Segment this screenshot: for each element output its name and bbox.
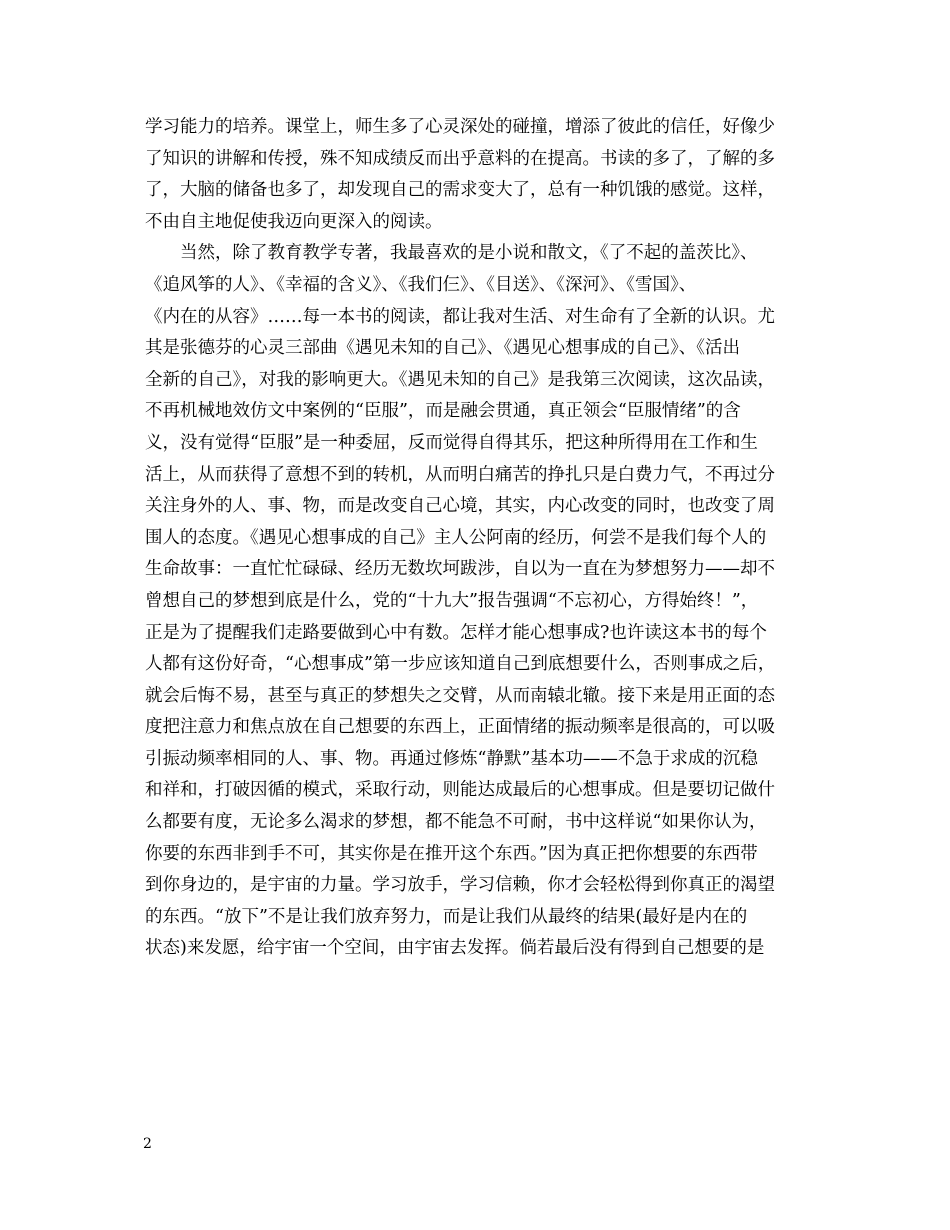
text-line: 围人的态度。《遇见心想事成的自己》主人公阿南的经历，何尝不是我们每个人的 [145,527,767,548]
text-line: 到你身边的，是宇宙的力量。学习放手，学习信赖，你才会轻松得到你真正的渴望 [145,875,775,896]
text-line: 就会后悔不易，甚至与真正的梦想失之交臂，从而南辕北辙。接下来是用正面的态 [145,685,775,706]
text-line: 关注身外的人、事、物，而是改变自己心境，其实，内心改变的同时，也改变了周 [145,496,775,517]
text-line: 《追风筝的人》、《幸福的含义》、《我们仨》、《目送》、《深河》、《雪国》、 [145,274,697,295]
text-line: 了知识的讲解和传授，殊不知成绩反而出乎意料的在提高。书读的多了，了解的多 [145,148,775,169]
text-line: 和祥和，打破因循的模式，采取行动，则能达成最后的心想事成。但是要切记做什 [145,780,775,801]
text-line: 你要的东西非到手不可，其实你是在推开这个东西。”因为真正把你想要的东西带 [145,843,758,864]
text-line: 的东西。“放下”不是让我们放弃努力，而是让我们从最终的结果(最好是内在的 [145,906,748,927]
text-line: 活上，从而获得了意想不到的转机，从而明白痛苦的挣扎只是白费力气，不再过分 [145,464,775,485]
text-line: 人都有这份好奇，“心想事成”第一步应该知道自己到底想要什么，否则事成之后， [145,654,776,675]
text-line: 当然，除了教育教学专著，我最喜欢的是小说和散文，《了不起的盖茨比》、 [180,243,758,264]
text-line: 义，没有觉得“臣服”是一种委屈，反而觉得自得其乐，把这种所得用在工作和生 [145,432,758,453]
text-line: 不由自主地促使我迈向更深入的阅读。 [145,211,443,232]
text-line: 正是为了提醒我们走路要做到心中有数。怎样才能心想事成?也许读这本书的每个 [145,622,767,643]
text-line: 全新的自己》，对我的影响更大。《遇见未知的自己》是我第三次阅读，这次品读， [145,369,775,390]
page-number: 2 [143,1136,152,1152]
text-line: 学习能力的培养。课堂上，师生多了心灵深处的碰撞，增添了彼此的信任，好像少 [145,117,775,137]
text-line: 其是张德芬的心灵三部曲《遇见未知的自己》、《遇见心想事成的自己》、《活出 [145,338,740,359]
text-line: 了，大脑的储备也多了，却发现自己的需求变大了，总有一种饥饿的感觉。这样， [145,180,775,201]
text-line: 状态)来发愿，给宇宙一个空间，由宇宙去发挥。倘若最后没有得到自己想要的是 [145,938,765,959]
text-line: 曾想自己的梦想到底是什么，党的“十九大”报告强调“不忘初心，方得始终！”， [145,590,759,611]
text-line: 《内在的从容》……每一本书的阅读，都让我对生活、对生命有了全新的认识。尤 [145,306,775,327]
text-line: 引振动频率相同的人、事、物。再通过修炼“静默”基本功——不急于求成的沉稳 [145,748,758,769]
text-line: 生命故事：一直忙忙碌碌、经历无数坎坷跋涉，自以为一直在为梦想努力——却不 [145,559,775,580]
text-line: 不再机械地效仿文中案例的“臣服”，而是融会贯通，真正领会“臣服情绪”的含 [145,401,741,422]
body-text [145,112,810,965]
text-line: 度把注意力和焦点放在自己想要的东西上，正面情绪的振动频率是很高的，可以吸 [145,717,775,738]
text-line: 么都要有度，无论多么渴求的梦想，都不能急不可耐，书中这样说“如果你认为， [145,812,767,833]
